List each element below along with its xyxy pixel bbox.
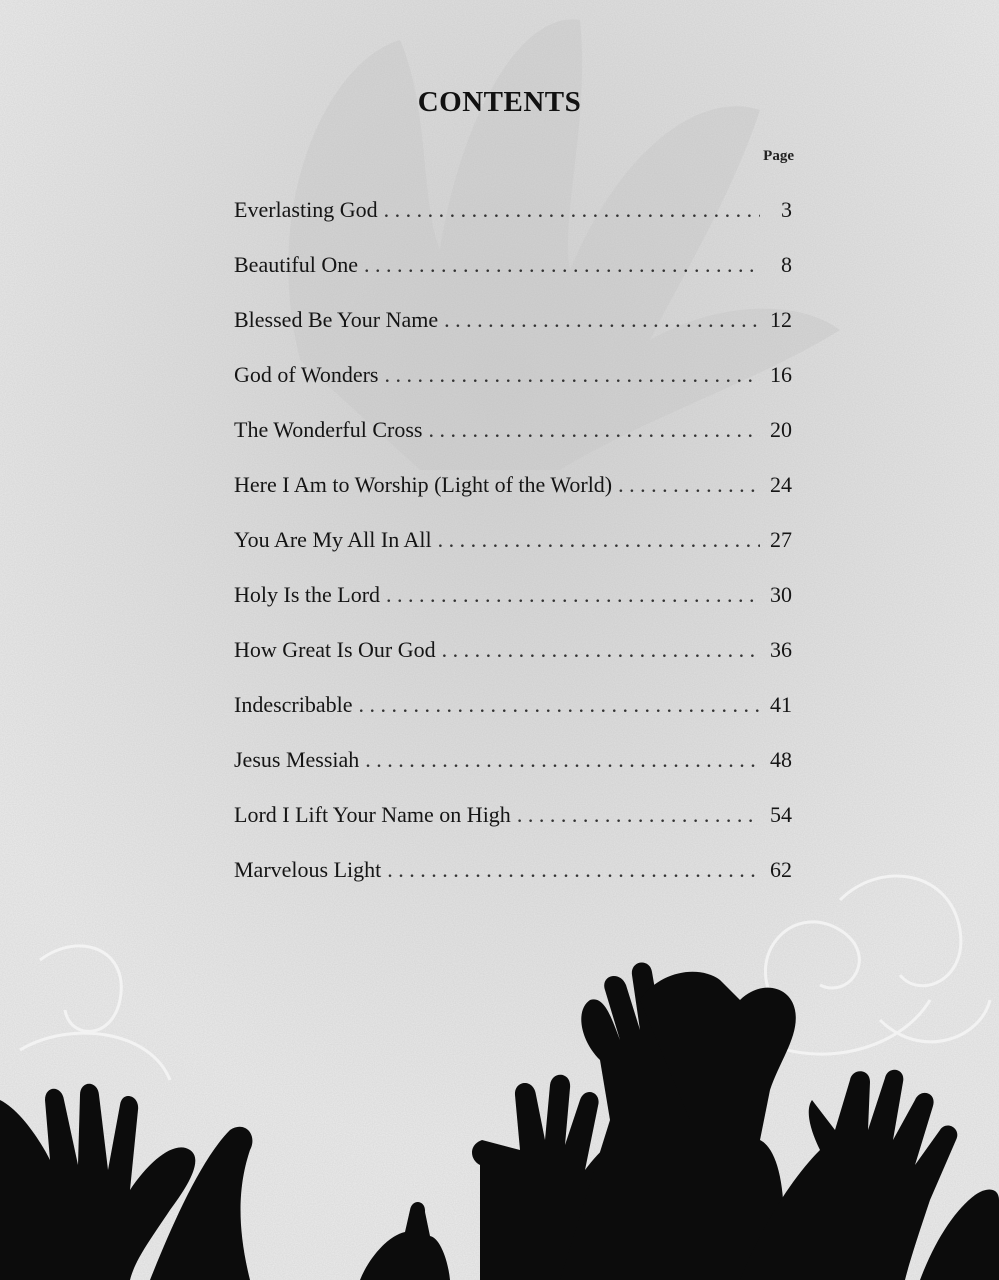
dot-leader bbox=[384, 192, 760, 228]
dot-leader bbox=[428, 412, 760, 448]
toc-entry-title: How Great Is Our God bbox=[234, 637, 436, 662]
toc-entry-page: 36 bbox=[770, 637, 792, 662]
toc-entry-title: You Are My All In All bbox=[234, 527, 432, 552]
toc-entry[interactable] bbox=[234, 192, 792, 247]
dot-leader bbox=[386, 577, 760, 613]
dot-leader bbox=[359, 687, 761, 723]
toc-entry-title: Blessed Be Your Name bbox=[234, 307, 439, 332]
dot-leader bbox=[364, 247, 760, 283]
toc-entry[interactable] bbox=[234, 302, 792, 357]
toc-entry-page: 62 bbox=[770, 857, 792, 882]
toc-entry-title: Holy Is the Lord bbox=[234, 582, 381, 607]
table-of-contents bbox=[234, 192, 792, 907]
dot-leader bbox=[438, 522, 760, 558]
toc-entry[interactable] bbox=[234, 797, 792, 852]
dot-leader bbox=[444, 302, 760, 338]
toc-entry-page: 16 bbox=[770, 362, 792, 387]
toc-entry-page: 27 bbox=[770, 527, 792, 552]
toc-entry-page: 12 bbox=[770, 307, 792, 332]
toc-entry-page: 54 bbox=[770, 802, 792, 827]
toc-entry[interactable] bbox=[234, 742, 792, 797]
dot-leader bbox=[365, 742, 760, 778]
toc-entry-page: 30 bbox=[770, 582, 792, 607]
dot-leader bbox=[442, 632, 760, 668]
toc-entry[interactable] bbox=[234, 522, 792, 577]
toc-entry[interactable] bbox=[234, 247, 792, 302]
dot-leader bbox=[517, 797, 760, 833]
toc-entry-title: Indescribable bbox=[234, 692, 353, 717]
toc-entry-title: Everlasting God bbox=[234, 197, 378, 222]
toc-entry[interactable] bbox=[234, 577, 792, 632]
contents-heading: CONTENTS bbox=[417, 86, 582, 118]
toc-entry-title: Jesus Messiah bbox=[234, 747, 360, 772]
toc-entry-page: 24 bbox=[770, 472, 792, 497]
toc-entry-page: 8 bbox=[781, 252, 792, 277]
toc-entry[interactable] bbox=[234, 632, 792, 687]
toc-entry-page: 41 bbox=[770, 692, 792, 717]
dot-leader bbox=[618, 467, 760, 503]
toc-entry-title: Marvelous Light bbox=[234, 857, 382, 882]
toc-entry-page: 3 bbox=[781, 197, 792, 222]
toc-entry-title: God of Wonders bbox=[234, 362, 379, 387]
toc-entry-title: Beautiful One bbox=[234, 252, 359, 277]
toc-entry[interactable] bbox=[234, 467, 792, 522]
toc-entry[interactable] bbox=[234, 357, 792, 412]
toc-entry[interactable] bbox=[234, 852, 792, 907]
toc-entry-page: 48 bbox=[770, 747, 792, 772]
dot-leader bbox=[384, 357, 760, 393]
toc-entry-page: 20 bbox=[770, 417, 792, 442]
toc-entry[interactable] bbox=[234, 687, 792, 742]
toc-entry[interactable] bbox=[234, 412, 792, 467]
toc-entry-title: Here I Am to Worship (Light of the World) bbox=[234, 472, 613, 497]
dot-leader bbox=[387, 852, 760, 888]
toc-entry-title: Lord I Lift Your Name on High bbox=[234, 802, 511, 827]
page-column-label: Page bbox=[763, 148, 794, 164]
toc-entry-title: The Wonderful Cross bbox=[234, 417, 423, 442]
